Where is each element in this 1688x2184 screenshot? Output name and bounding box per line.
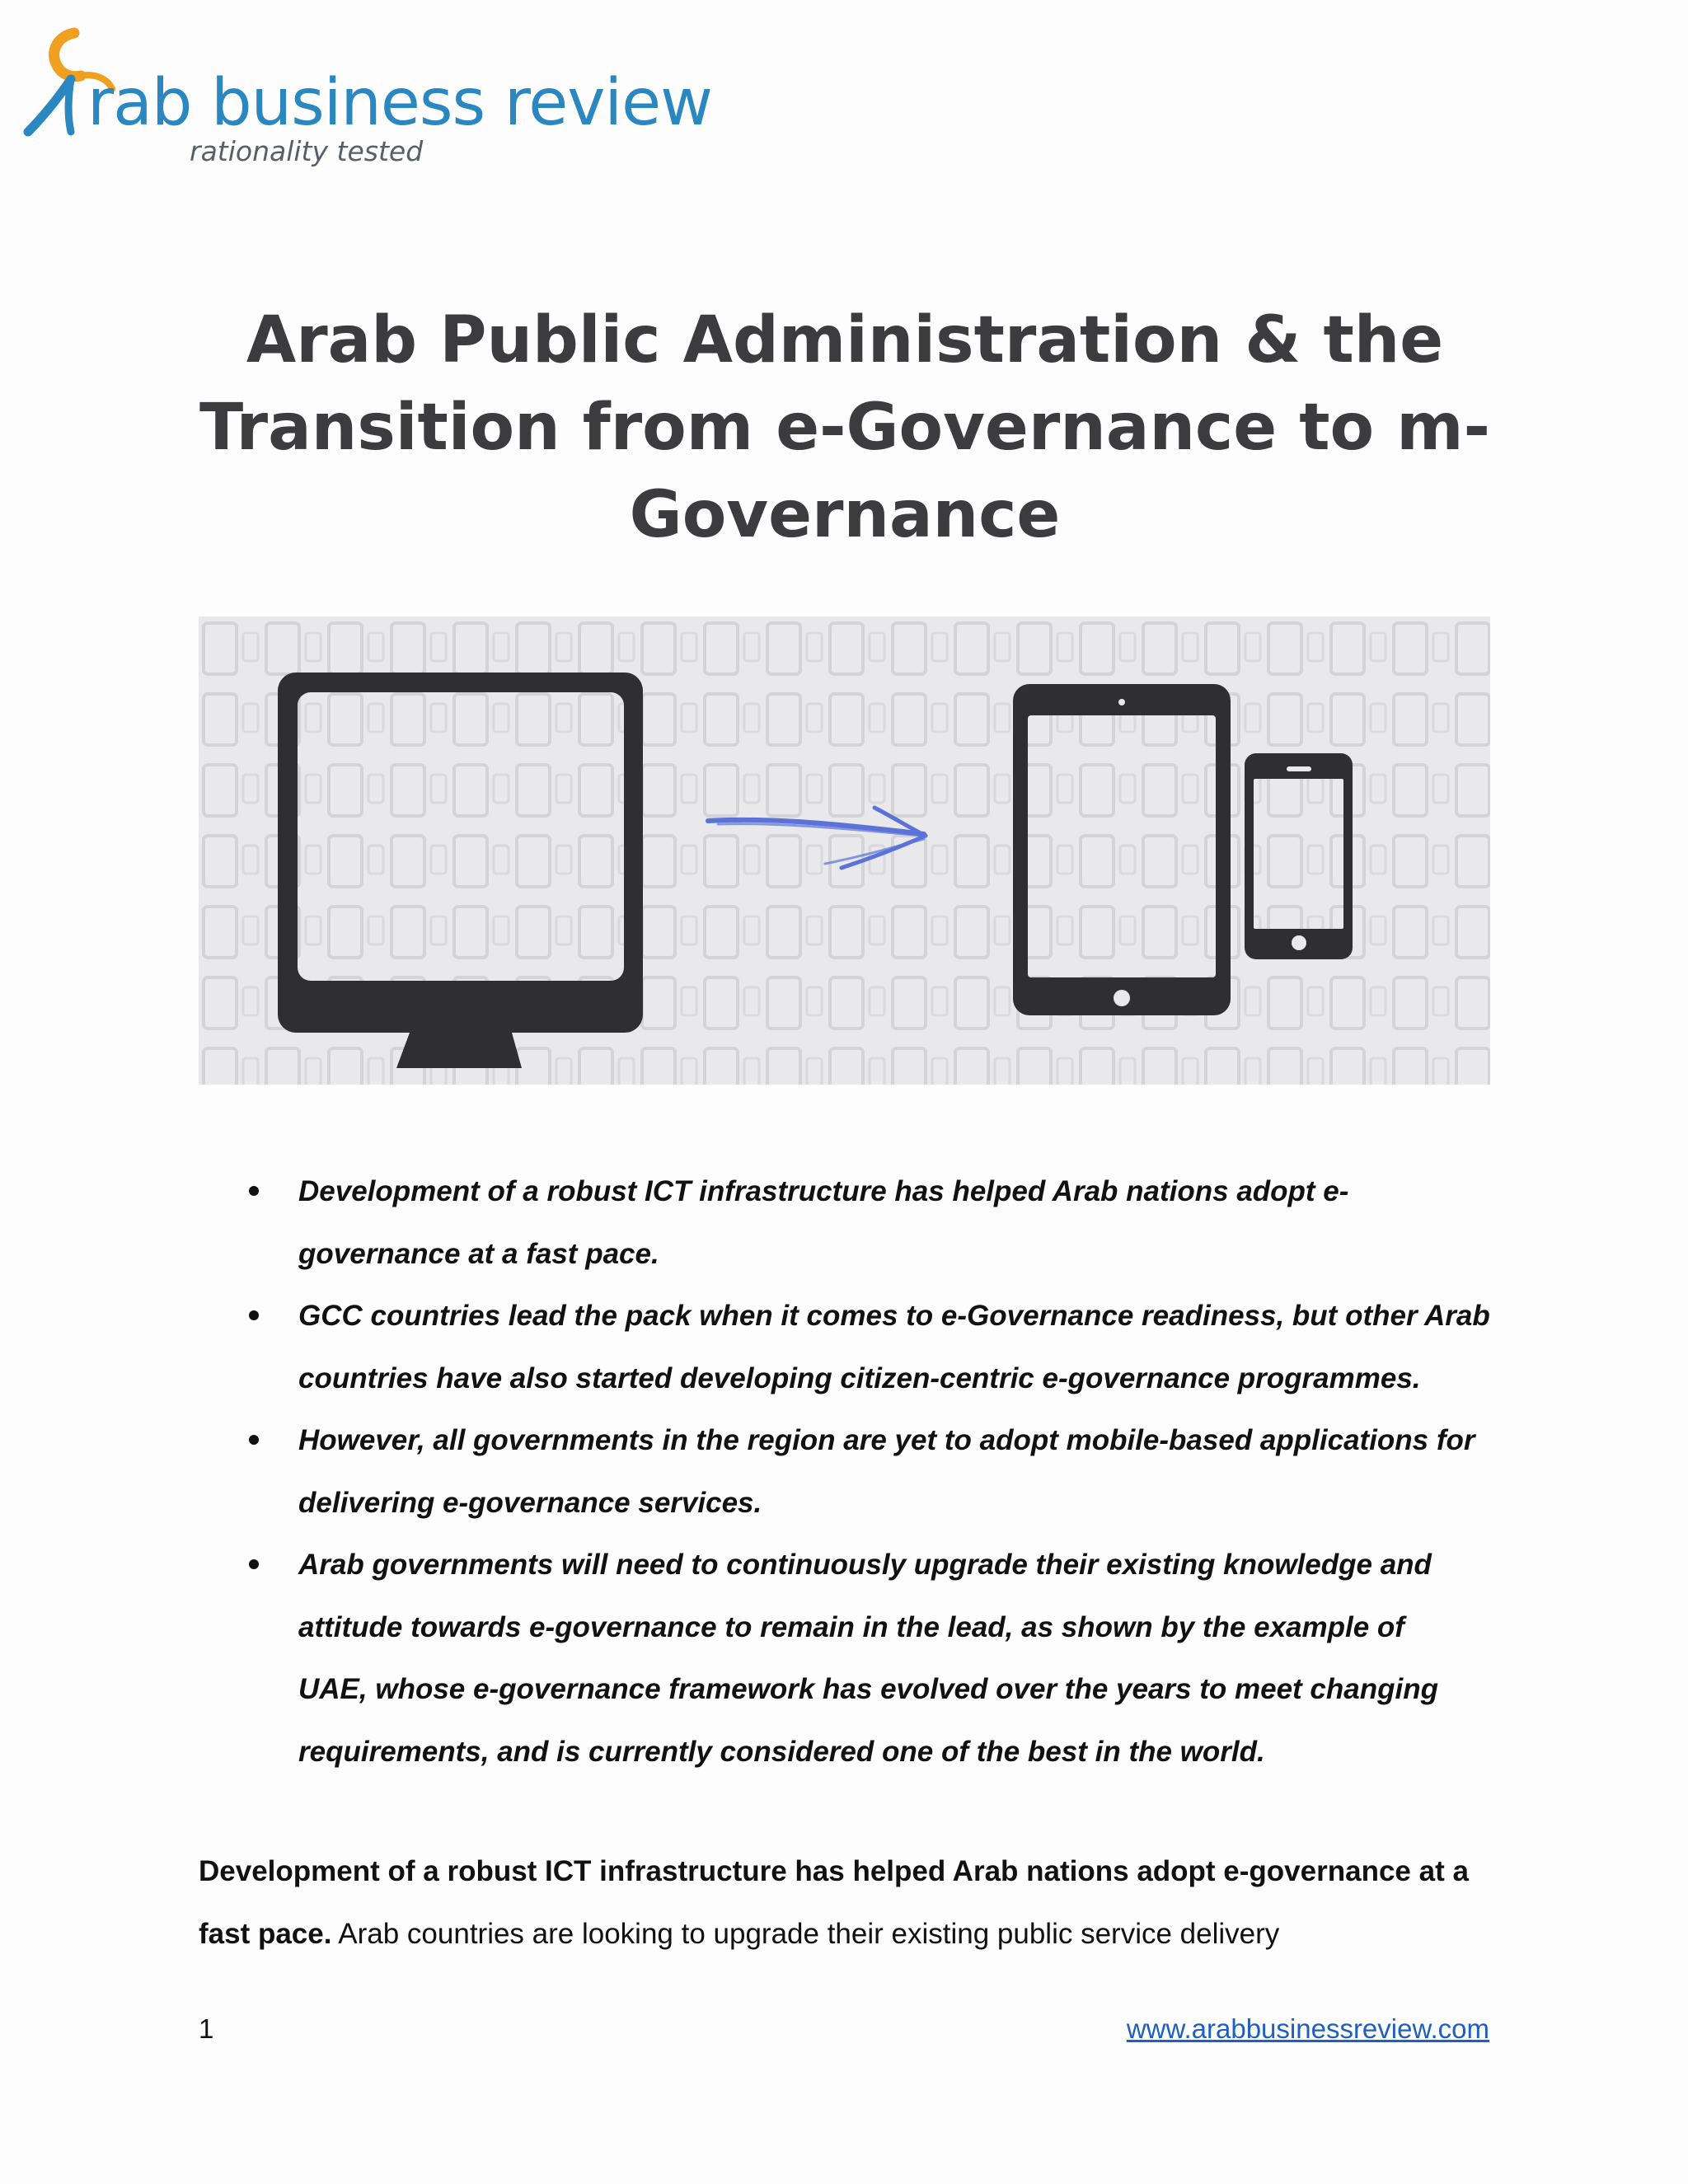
lead-in-bold: Development of a robust ICT infrastructure has helped Arab nations adopt e-governance at a — [199, 1855, 1469, 1887]
logo-tagline: rationality tested — [190, 135, 424, 167]
title-line-1: Arab Public Administration & the — [246, 303, 1444, 377]
body-paragraph — [199, 1840, 1501, 1966]
tablet-icon — [1013, 684, 1231, 1015]
list-item: Arab governments will need to continuously upgrade their existing knowledge and attitude towards e-governance to remain in the lead, as shown by the example of UAE, whose e-governance framework has evolved over the years to meet changing requirements, and is currently considered one of the best in the world. — [247, 1534, 1500, 1783]
bullet-icon — [249, 1310, 259, 1320]
body-text: Arab countries are looking to upgrade their existing public service delivery — [331, 1918, 1280, 1950]
desktop-monitor-icon — [278, 673, 643, 1068]
page-number: 1 — [199, 2013, 214, 2044]
hero-illustration — [199, 616, 1490, 1085]
hero-image — [199, 616, 1490, 1085]
page-title — [198, 297, 1492, 559]
smartphone-icon — [1245, 753, 1353, 959]
title-line-2: Transition from e-Governance to m- — [199, 391, 1490, 465]
bullet-icon — [249, 1559, 259, 1569]
list-item: However, all governments in the region are yet to adopt mobile-based applications for delivering e-governance services. — [247, 1409, 1500, 1534]
lead-in-bold-end: fast pace. — [199, 1918, 332, 1950]
bullet-icon — [249, 1435, 259, 1445]
bullet-icon — [249, 1186, 259, 1196]
logo-wordmark: rab business review — [87, 66, 712, 140]
summary-bullet-list — [247, 1160, 1500, 1783]
logo — [23, 26, 712, 175]
website-link[interactable]: www.arabbusinessreview.com — [1126, 2013, 1489, 2044]
title-line-3: Governance — [629, 478, 1061, 552]
list-item: GCC countries lead the pack when it comes to e-Governance readiness, but other Arab countries have also started developing citizen-centric e-governance programmes. — [247, 1285, 1500, 1409]
list-item: Development of a robust ICT infrastructure has helped Arab nations adopt e- governance at a fast pace. — [247, 1160, 1500, 1285]
